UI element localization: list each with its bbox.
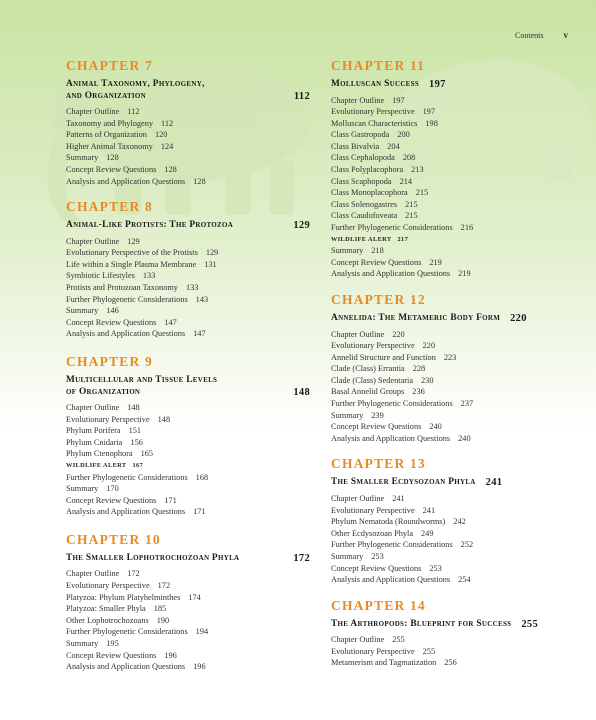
toc-entry[interactable] <box>331 176 575 188</box>
chapter-section <box>66 354 310 518</box>
toc-entry-page: 230 <box>421 375 434 385</box>
toc-entry-text: Clade (Class) Errantia <box>331 364 405 374</box>
toc-entry-page: 208 <box>402 153 416 163</box>
toc-entry-page: 128 <box>106 153 119 163</box>
chapter-title[interactable] <box>331 313 575 325</box>
toc-entry[interactable] <box>66 259 310 271</box>
wildlife-alert-entry[interactable] <box>331 234 575 246</box>
toc-entry-page: 143 <box>195 294 209 304</box>
toc-entry-page: 128 <box>193 176 206 186</box>
toc-entry-text: Chapter Outline <box>331 329 385 339</box>
toc-entry[interactable] <box>66 506 310 518</box>
toc-entry[interactable] <box>331 340 575 352</box>
toc-entry[interactable] <box>331 268 575 280</box>
chapter-title-text <box>331 79 419 91</box>
chapter-page-number: 112 <box>293 90 310 102</box>
chapter-title[interactable] <box>66 375 310 398</box>
toc-entry-text: Analysis and Application Questions <box>66 176 186 186</box>
toc-entry-text: Platyzoa: Smaller Phyla <box>66 604 146 614</box>
toc-entry-text: Phylum Cnidaria <box>66 437 123 447</box>
chapter-page-number: 197 <box>429 79 446 90</box>
toc-entry[interactable] <box>331 398 575 410</box>
toc-entry[interactable] <box>66 402 310 414</box>
chapter-title-text <box>331 477 476 489</box>
toc-entry-page: 237 <box>460 399 474 409</box>
toc-entry-page: 220 <box>392 329 405 339</box>
toc-entry-text: Further Phylogenetic Considerations <box>66 472 188 482</box>
toc-entry-page: 220 <box>422 341 436 351</box>
toc-entry-page: 213 <box>411 165 424 175</box>
toc-entry-text: Phylum Nematoda (Roundworms) <box>331 517 446 527</box>
toc-entry-text: Class Bivalvia <box>331 141 380 151</box>
toc-entry[interactable] <box>331 493 575 505</box>
toc-entry-text: Class Caudofoveata <box>331 211 398 221</box>
chapter-title-line: Multicellular and Tissue Levels <box>66 375 218 385</box>
toc-entry-page: 204 <box>387 141 400 151</box>
toc-entry-text: Analysis and Application Questions <box>66 329 186 339</box>
toc-entry-page: 242 <box>453 517 466 527</box>
toc-entry[interactable] <box>331 410 575 422</box>
toc-entry-page: 194 <box>195 627 209 637</box>
toc-entry[interactable] <box>331 257 575 269</box>
chapter-section <box>66 532 310 673</box>
toc-entry-page: 255 <box>392 635 405 645</box>
toc-entry-text: Further Phylogenetic Considerations <box>331 540 453 550</box>
toc-entry-page: 171 <box>193 507 206 517</box>
toc-entry-page: 255 <box>422 646 436 656</box>
toc-entry-page: 156 <box>130 437 143 447</box>
chapter-title-text <box>66 220 287 232</box>
toc-entry-text: Summary <box>331 551 364 561</box>
toc-entry[interactable] <box>66 328 310 340</box>
toc-entry-text: Evolutionary Perspective <box>66 581 150 591</box>
toc-entry-text: Concept Review Questions <box>331 422 422 432</box>
toc-entry-page: 120 <box>154 130 168 140</box>
toc-entry[interactable] <box>66 437 310 449</box>
toc-entry-page: 196 <box>193 662 206 672</box>
toc-entry[interactable] <box>66 282 310 294</box>
toc-entry-text: Chapter Outline <box>66 569 120 579</box>
toc-entry-page: 147 <box>193 329 206 339</box>
toc-entry-page: 200 <box>397 130 410 140</box>
toc-entry-page: 168 <box>195 472 209 482</box>
toc-entry[interactable] <box>331 375 575 387</box>
toc-entry-text: Further Phylogenetic Considerations <box>331 399 453 409</box>
toc-entry-text: Evolutionary Perspective <box>331 341 415 351</box>
chapter-page-number: 241 <box>485 477 503 489</box>
toc-entry-text: Analysis and Application Questions <box>331 575 451 585</box>
toc-entry-text: Chapter Outline <box>331 635 385 645</box>
chapter-label: CHAPTER 10 <box>66 531 161 547</box>
toc-entry-page: 241 <box>392 493 405 503</box>
toc-entry-text: Other Ecdysozoan Phyla <box>331 528 414 538</box>
toc-entry[interactable] <box>66 661 310 673</box>
toc-column-right <box>331 58 575 681</box>
toc-entry-page: 148 <box>127 403 140 412</box>
chapter-title-line: and Organization <box>66 90 147 101</box>
toc-entry-text: Class Monoplacophora <box>331 188 408 198</box>
chapter-title[interactable] <box>66 79 310 102</box>
toc-entry[interactable] <box>66 106 310 118</box>
toc-entry-text: Class Solenogastres <box>331 199 398 209</box>
chapter-title[interactable] <box>331 619 575 631</box>
chapter-title-text <box>331 619 511 631</box>
toc-entry-text: Evolutionary Perspective <box>331 646 415 656</box>
toc-entry-page: 167 <box>132 461 144 469</box>
chapter-section <box>331 456 575 585</box>
toc-entry[interactable] <box>331 634 575 646</box>
toc-entry[interactable] <box>66 483 310 495</box>
toc-entry-text: Molluscan Characteristics <box>331 118 418 128</box>
toc-entry-text: Summary <box>331 246 364 256</box>
toc-entry-page: 217 <box>397 235 409 243</box>
toc-entry[interactable] <box>66 305 310 317</box>
chapter-title-line: The Arthropods: Blueprint for Success <box>331 618 512 629</box>
toc-entry-page: 172 <box>127 569 140 579</box>
toc-entry-page: 129 <box>205 248 219 258</box>
toc-entry-page: 215 <box>405 211 418 221</box>
toc-entry-page: 241 <box>422 505 436 515</box>
toc-entry[interactable] <box>331 210 575 222</box>
toc-entry-text: Class Cephalopoda <box>331 153 395 163</box>
toc-entry-text: Protists and Protozoan Taxonomy <box>66 283 178 293</box>
toc-entry-text: Chapter Outline <box>331 493 385 503</box>
toc-entry-text: Higher Animal Taxonomy <box>66 141 153 151</box>
toc-entry[interactable] <box>331 386 575 398</box>
chapter-section <box>331 58 575 280</box>
toc-entry[interactable] <box>331 245 575 257</box>
toc-entry[interactable] <box>331 516 575 528</box>
toc-column-left <box>66 58 310 687</box>
toc-entry[interactable] <box>66 425 310 437</box>
toc-entry-page: 198 <box>425 118 438 128</box>
toc-entry-page: 197 <box>392 95 405 105</box>
toc-entry[interactable] <box>66 176 310 188</box>
chapter-label: CHAPTER 14 <box>331 597 426 613</box>
toc-entry-page: 256 <box>444 658 457 668</box>
toc-entry-text: Analysis and Application Questions <box>331 433 451 443</box>
toc-entry[interactable] <box>331 129 575 141</box>
toc-entry-text: Life within a Single Plasma Membrane <box>66 259 197 269</box>
toc-entry-text: Taxonomy and Phylogeny <box>66 118 153 128</box>
chapter-title[interactable] <box>66 553 310 565</box>
toc-entry[interactable] <box>66 236 310 248</box>
chapter-page-number: 129 <box>293 220 310 232</box>
toc-entry-page: 151 <box>128 426 142 436</box>
toc-entry-page: 131 <box>204 259 217 269</box>
toc-entry-page: 239 <box>371 410 384 420</box>
toc-entry[interactable] <box>66 603 310 615</box>
toc-entry-page: 128 <box>164 164 177 174</box>
toc-entry[interactable] <box>66 152 310 164</box>
toc-entry-page: 249 <box>421 528 434 538</box>
chapter-label: CHAPTER 13 <box>331 456 426 472</box>
toc-entry-text: Class Scaphopoda <box>331 176 392 186</box>
toc-entry-text: Phylum Ctenophora <box>66 449 133 459</box>
toc-entry-page: 146 <box>106 306 119 316</box>
toc-entry[interactable] <box>331 164 575 176</box>
toc-entry[interactable] <box>66 638 310 650</box>
toc-entry-page: 171 <box>164 495 177 505</box>
toc-entry[interactable] <box>66 164 310 176</box>
toc-entry[interactable] <box>66 495 310 507</box>
toc-entry[interactable] <box>331 95 575 107</box>
toc-entry-text: Concept Review Questions <box>331 257 422 267</box>
toc-entry[interactable] <box>66 626 310 638</box>
toc-entry-page: 218 <box>371 246 384 256</box>
chapter-page-number: 148 <box>293 386 310 398</box>
toc-entry-text: Concept Review Questions <box>331 563 422 573</box>
chapter-title-line: The Smaller Ecdysozoan Phyla <box>331 477 476 488</box>
toc-entry-text: Further Phylogenetic Considerations <box>331 223 453 233</box>
toc-entry-text: Chapter Outline <box>66 403 120 412</box>
toc-entry-page: 215 <box>415 188 429 198</box>
toc-entry-page: 252 <box>460 540 474 550</box>
toc-entry-text: Chapter Outline <box>331 95 385 105</box>
toc-entry-page: 216 <box>460 223 474 233</box>
toc-entry-page: 133 <box>142 271 156 281</box>
toc-entry[interactable] <box>331 574 575 586</box>
toc-entry-text: Platyzoa: Phylum Platyhelminthes <box>66 592 181 602</box>
toc-entry-text: Concept Review Questions <box>66 650 157 660</box>
toc-entry-page: 124 <box>160 141 174 151</box>
toc-entry[interactable] <box>331 199 575 211</box>
toc-entry[interactable] <box>331 563 575 575</box>
toc-entry[interactable] <box>331 646 575 658</box>
toc-entry-text: Metamerism and Tagmatization <box>331 658 437 668</box>
page-header <box>515 30 568 40</box>
toc-entry-text: Patterns of Organization <box>66 130 147 140</box>
toc-entry[interactable] <box>331 433 575 445</box>
toc-entry[interactable] <box>66 414 310 426</box>
toc-entry[interactable] <box>331 118 575 130</box>
toc-entry-text: Other Lophotrochozoans <box>66 615 149 625</box>
toc-entry-text: Concept Review Questions <box>66 495 157 505</box>
chapter-section <box>66 58 310 187</box>
toc-entry-page: 196 <box>164 650 177 660</box>
toc-entry-text: Chapter Outline <box>66 107 120 116</box>
toc-entry[interactable] <box>331 539 575 551</box>
toc-entry-text: Further Phylogenetic Considerations <box>66 294 188 304</box>
chapter-section <box>331 292 575 444</box>
toc-entry-page: 240 <box>429 422 442 432</box>
toc-entry-page: 174 <box>188 592 201 602</box>
chapter-page-number: 220 <box>510 313 527 324</box>
toc-entry-text: Analysis and Application Questions <box>331 269 451 279</box>
chapter-label: CHAPTER 12 <box>331 292 426 307</box>
toc-entry[interactable] <box>66 118 310 130</box>
chapter-section <box>331 598 575 669</box>
toc-entry-page: 228 <box>412 364 426 374</box>
toc-entry[interactable] <box>331 657 575 669</box>
toc-entry-page: 195 <box>106 639 119 648</box>
toc-entry-page: 112 <box>127 107 140 116</box>
toc-entry[interactable] <box>66 448 310 460</box>
toc-entry[interactable] <box>66 650 310 662</box>
toc-entry-text: Evolutionary Perspective <box>331 505 415 515</box>
toc-entry[interactable] <box>331 222 575 234</box>
chapter-title-line: Annelida: The Metameric Body Form <box>331 313 501 323</box>
header-page-number: v <box>563 30 568 40</box>
toc-entry-page: 170 <box>106 484 119 494</box>
toc-entry-page: 190 <box>156 615 170 625</box>
toc-entry-page: 129 <box>127 236 140 246</box>
toc-entry[interactable] <box>66 472 310 484</box>
toc-entry-text: Summary <box>66 153 99 163</box>
toc-entry[interactable] <box>331 152 575 164</box>
chapter-title-text <box>66 375 287 398</box>
toc-entry-page: 219 <box>458 269 471 279</box>
toc-entry[interactable] <box>331 141 575 153</box>
toc-entry-text: Further Phylogenetic Considerations <box>66 627 188 637</box>
chapter-section <box>66 199 310 340</box>
chapter-label: CHAPTER 11 <box>331 58 426 73</box>
chapter-label: CHAPTER 7 <box>66 58 153 73</box>
toc-entry[interactable] <box>331 187 575 199</box>
toc-entry[interactable] <box>66 317 310 329</box>
toc-entry-text: Class Polyplacophora <box>331 165 404 175</box>
toc-entry-page: 236 <box>412 387 425 397</box>
toc-entry-text: WILDLIFE ALERT <box>66 461 127 469</box>
toc-entry-page: 240 <box>458 433 471 443</box>
toc-entry-text: Summary <box>66 484 99 494</box>
wildlife-alert-entry[interactable] <box>66 460 310 472</box>
toc-entry-text: Summary <box>66 306 99 316</box>
toc-entry-text: Analysis and Application Questions <box>66 507 186 517</box>
toc-entry-page: 148 <box>157 414 171 424</box>
chapter-title-text <box>66 79 288 102</box>
toc-entry[interactable] <box>66 294 310 306</box>
toc-entry-page: 185 <box>153 604 167 614</box>
toc-entry-text: Concept Review Questions <box>66 317 157 327</box>
toc-entry-text: Annelid Structure and Function <box>331 352 436 362</box>
toc-entry[interactable] <box>66 592 310 604</box>
toc-entry[interactable] <box>331 106 575 118</box>
toc-entry-page: 165 <box>140 449 154 459</box>
toc-entry[interactable] <box>331 329 575 341</box>
toc-entry[interactable] <box>331 421 575 433</box>
toc-entry-text: Phylum Porifera <box>66 426 121 436</box>
toc-entry-text: Evolutionary Perspective <box>331 107 415 117</box>
toc-entry[interactable] <box>331 363 575 375</box>
toc-entry[interactable] <box>331 528 575 540</box>
toc-entry[interactable] <box>331 505 575 517</box>
toc-entry[interactable] <box>66 141 310 153</box>
toc-entry-page: 172 <box>157 581 171 591</box>
toc-entry-page: 219 <box>429 257 442 267</box>
toc-entry-text: Analysis and Application Questions <box>66 662 186 672</box>
toc-entry-page: 214 <box>399 176 413 186</box>
toc-entry[interactable] <box>66 247 310 259</box>
header-section: Contents <box>515 31 544 40</box>
toc-entry-page: 253 <box>371 551 384 561</box>
chapter-title[interactable] <box>331 79 575 91</box>
chapter-title-text <box>66 553 287 565</box>
toc-entry-page: 253 <box>429 563 442 573</box>
toc-entry[interactable] <box>66 580 310 592</box>
chapter-page-number: 172 <box>293 552 310 564</box>
toc-entry-text: Summary <box>66 639 99 648</box>
toc-entry[interactable] <box>331 551 575 563</box>
toc-entry-page: 215 <box>405 199 418 209</box>
chapter-title-line: Animal Taxonomy, Phylogeny, <box>66 79 205 89</box>
chapter-title-text <box>331 313 500 325</box>
toc-entry-page: 112 <box>161 118 174 128</box>
chapter-label: CHAPTER 8 <box>66 199 153 215</box>
toc-entry-text: Concept Review Questions <box>66 164 157 174</box>
toc-entry-page: 254 <box>458 575 471 585</box>
toc-entry-text: Basal Annelid Groups <box>331 387 405 397</box>
chapter-title[interactable] <box>331 477 575 489</box>
toc-entry[interactable] <box>66 568 310 580</box>
chapter-title-line: Molluscan Success <box>331 79 420 89</box>
toc-entry-text: Clade (Class) Sedentaria <box>331 375 414 385</box>
toc-entry-text: Symbiotic Lifestyles <box>66 271 135 281</box>
toc-entry-text: Class Gastropoda <box>331 130 390 140</box>
toc-entry-page: 197 <box>422 107 436 117</box>
toc-entry[interactable] <box>331 352 575 364</box>
chapter-title-line: of Organization <box>66 386 141 397</box>
chapter-title-line: Animal-Like Protists: The Protozoa <box>66 220 234 231</box>
chapter-label: CHAPTER 9 <box>66 354 153 369</box>
chapter-page-number: 255 <box>521 618 538 630</box>
toc-entry-text: Evolutionary Perspective <box>66 414 150 424</box>
toc-entry[interactable] <box>66 129 310 141</box>
toc-entry-page: 223 <box>443 352 457 362</box>
chapter-title[interactable] <box>66 220 310 232</box>
toc-entry-page: 133 <box>185 283 199 293</box>
toc-entry-text: Chapter Outline <box>66 236 120 246</box>
toc-entry-text: Summary <box>331 410 364 420</box>
toc-entry[interactable] <box>66 615 310 627</box>
chapter-title-line: The Smaller Lophotrochozoan Phyla <box>66 552 240 563</box>
toc-entry[interactable] <box>66 270 310 282</box>
toc-entry-page: 147 <box>164 317 177 327</box>
toc-entry-text: WILDLIFE ALERT <box>331 235 392 243</box>
toc-entry-text: Evolutionary Perspective of the Protists <box>66 248 198 258</box>
